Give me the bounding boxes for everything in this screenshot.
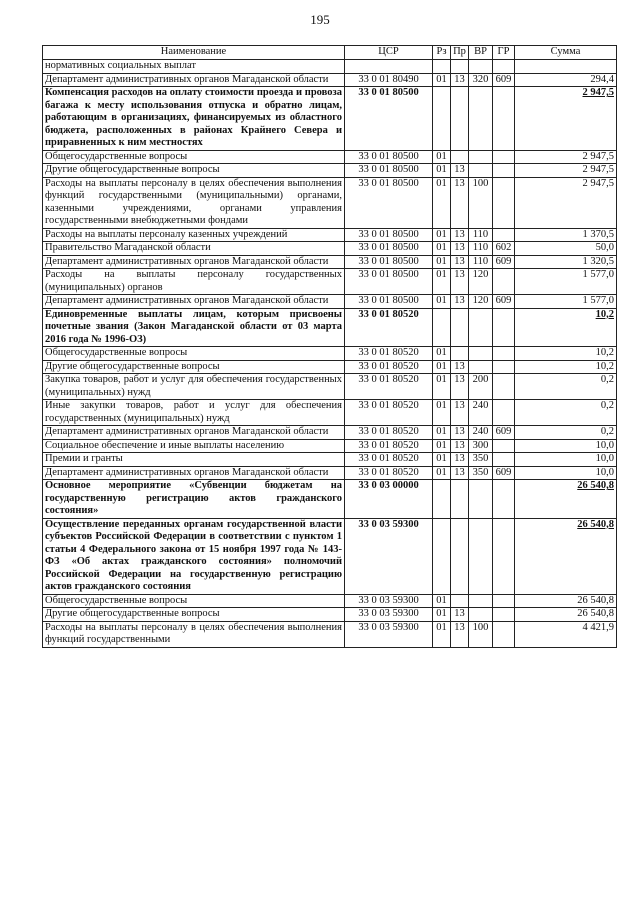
cell-vr — [469, 164, 493, 178]
cell-sum: 1 577,0 — [515, 295, 617, 309]
cell-csr: 33 0 01 80500 — [345, 150, 433, 164]
cell-vr: 120 — [469, 269, 493, 295]
table-row — [43, 295, 617, 309]
cell-csr: 33 0 01 80520 — [345, 308, 433, 347]
cell-rz — [433, 60, 451, 74]
cell-pr — [451, 60, 469, 74]
cell-gr: 609 — [493, 295, 515, 309]
cell-rz: 01 — [433, 453, 451, 467]
cell-gr — [493, 150, 515, 164]
table-row — [43, 269, 617, 295]
cell-gr — [493, 608, 515, 622]
cell-csr: 33 0 01 80500 — [345, 269, 433, 295]
cell-pr: 13 — [451, 621, 469, 647]
cell-gr — [493, 360, 515, 374]
cell-csr — [345, 60, 433, 74]
cell-sum: 26 540,8 — [515, 518, 617, 594]
cell-rz: 01 — [433, 242, 451, 256]
table-row — [43, 150, 617, 164]
cell-gr — [493, 87, 515, 151]
table-row — [43, 621, 617, 647]
cell-pr: 13 — [451, 228, 469, 242]
table-row — [43, 164, 617, 178]
cell-sum: 10,0 — [515, 453, 617, 467]
cell-gr: 609 — [493, 255, 515, 269]
cell-pr: 13 — [451, 374, 469, 400]
cell-name: Расходы на выплаты персоналу казенных учреждений — [43, 228, 345, 242]
table-row — [43, 608, 617, 622]
cell-name: Расходы на выплаты персоналу в целях обеспечения выполнения функций государственными — [43, 621, 345, 647]
cell-vr: 240 — [469, 426, 493, 440]
cell-sum: 0,2 — [515, 400, 617, 426]
cell-csr: 33 0 01 80520 — [345, 453, 433, 467]
cell-pr: 13 — [451, 177, 469, 228]
cell-gr — [493, 308, 515, 347]
cell-name: Общегосударственные вопросы — [43, 347, 345, 361]
cell-vr — [469, 518, 493, 594]
cell-sum: 26 540,8 — [515, 608, 617, 622]
cell-rz — [433, 518, 451, 594]
cell-gr: 609 — [493, 73, 515, 87]
cell-vr: 120 — [469, 295, 493, 309]
cell-name: Другие общегосударственные вопросы — [43, 164, 345, 178]
cell-name: Закупка товаров, работ и услуг для обеспечения государственных (муниципальных) нужд — [43, 374, 345, 400]
cell-vr: 100 — [469, 177, 493, 228]
cell-rz — [433, 308, 451, 347]
cell-csr: 33 0 03 59300 — [345, 608, 433, 622]
cell-rz: 01 — [433, 228, 451, 242]
cell-name: Общегосударственные вопросы — [43, 594, 345, 608]
cell-vr: 350 — [469, 453, 493, 467]
cell-rz: 01 — [433, 269, 451, 295]
cell-gr — [493, 60, 515, 74]
table-row — [43, 426, 617, 440]
cell-name: Правительство Магаданской области — [43, 242, 345, 256]
cell-name: Компенсация расходов на оплату стоимости проезда и провоза багажа к месту использования отпуска и обратно лицам, работающим в организациях, финансируемых из областного бюджета, расположенных в районах Крайнего Севера и приравненных к ним местностях — [43, 87, 345, 151]
cell-csr: 33 0 01 80500 — [345, 164, 433, 178]
cell-pr: 13 — [451, 255, 469, 269]
cell-sum: 294,4 — [515, 73, 617, 87]
cell-rz: 01 — [433, 439, 451, 453]
cell-gr — [493, 594, 515, 608]
cell-pr: 13 — [451, 164, 469, 178]
cell-vr: 320 — [469, 73, 493, 87]
cell-csr: 33 0 01 80520 — [345, 347, 433, 361]
table-row — [43, 466, 617, 480]
cell-rz: 01 — [433, 374, 451, 400]
table-body — [43, 60, 617, 648]
cell-pr — [451, 347, 469, 361]
cell-sum: 2 947,5 — [515, 164, 617, 178]
cell-name: Иные закупки товаров, работ и услуг для обеспечения государственных (муниципальных) нужд — [43, 400, 345, 426]
cell-vr: 240 — [469, 400, 493, 426]
cell-csr: 33 0 03 59300 — [345, 621, 433, 647]
header-csr: ЦСР — [345, 46, 433, 60]
header-rz: Рз — [433, 46, 451, 60]
cell-pr — [451, 87, 469, 151]
cell-gr — [493, 480, 515, 519]
cell-pr — [451, 518, 469, 594]
cell-rz: 01 — [433, 360, 451, 374]
cell-gr — [493, 518, 515, 594]
cell-gr — [493, 347, 515, 361]
cell-csr: 33 0 01 80500 — [345, 228, 433, 242]
cell-sum: 50,0 — [515, 242, 617, 256]
cell-vr: 100 — [469, 621, 493, 647]
cell-csr: 33 0 03 59300 — [345, 518, 433, 594]
cell-vr — [469, 480, 493, 519]
cell-vr — [469, 150, 493, 164]
cell-sum: 10,0 — [515, 466, 617, 480]
cell-csr: 33 0 01 80520 — [345, 374, 433, 400]
cell-name: Другие общегосударственные вопросы — [43, 360, 345, 374]
cell-sum: 10,2 — [515, 308, 617, 347]
cell-csr: 33 0 01 80500 — [345, 255, 433, 269]
header-vr: ВР — [469, 46, 493, 60]
table-row — [43, 228, 617, 242]
cell-name: Департамент административных органов Магаданской области — [43, 426, 345, 440]
cell-vr — [469, 308, 493, 347]
cell-sum: 26 540,8 — [515, 480, 617, 519]
cell-name: Премии и гранты — [43, 453, 345, 467]
table-header-row — [43, 46, 617, 60]
cell-csr: 33 0 03 00000 — [345, 480, 433, 519]
cell-pr: 13 — [451, 400, 469, 426]
table-row — [43, 73, 617, 87]
header-name: Наименование — [43, 46, 345, 60]
cell-rz: 01 — [433, 177, 451, 228]
cell-gr: 609 — [493, 426, 515, 440]
cell-name: Департамент административных органов Магаданской области — [43, 73, 345, 87]
table-row — [43, 400, 617, 426]
cell-name: Другие общегосударственные вопросы — [43, 608, 345, 622]
cell-rz: 01 — [433, 466, 451, 480]
table-row — [43, 439, 617, 453]
cell-csr: 33 0 01 80500 — [345, 295, 433, 309]
cell-gr — [493, 269, 515, 295]
cell-vr — [469, 347, 493, 361]
cell-rz: 01 — [433, 400, 451, 426]
header-gr: ГР — [493, 46, 515, 60]
cell-sum: 10,2 — [515, 360, 617, 374]
table-row — [43, 360, 617, 374]
cell-gr — [493, 439, 515, 453]
header-pr: Пр — [451, 46, 469, 60]
cell-sum — [515, 60, 617, 74]
cell-name: нормативных социальных выплат — [43, 60, 345, 74]
cell-csr: 33 0 01 80500 — [345, 242, 433, 256]
cell-name: Осуществление переданных органам государственной власти субъектов Российской Федерации в соответствии с пунктом 1 статьи 4 Федерального закона от 15 ноября 1997 года № 143-ФЗ «Об актах гражданского состояния» полномочий Российской Федерации на государственную регистрацию актов гражданского состояния — [43, 518, 345, 594]
table-row — [43, 453, 617, 467]
cell-gr — [493, 374, 515, 400]
cell-rz: 01 — [433, 255, 451, 269]
cell-csr: 33 0 01 80520 — [345, 426, 433, 440]
cell-gr: 602 — [493, 242, 515, 256]
cell-vr — [469, 608, 493, 622]
cell-pr: 13 — [451, 426, 469, 440]
cell-name: Расходы на выплаты персоналу в целях обеспечения выполнения функций государственными (муниципальными) органами, казенными учреждениями, органами управления государственными внебюджетными фондами — [43, 177, 345, 228]
table-row — [43, 60, 617, 74]
cell-vr: 300 — [469, 439, 493, 453]
cell-pr — [451, 480, 469, 519]
cell-gr — [493, 453, 515, 467]
cell-sum: 1 577,0 — [515, 269, 617, 295]
cell-gr — [493, 400, 515, 426]
table-row — [43, 347, 617, 361]
cell-sum: 26 540,8 — [515, 594, 617, 608]
table-row — [43, 177, 617, 228]
table-row — [43, 87, 617, 151]
cell-csr: 33 0 01 80520 — [345, 400, 433, 426]
table-row — [43, 518, 617, 594]
cell-rz — [433, 87, 451, 151]
cell-sum: 1 370,5 — [515, 228, 617, 242]
cell-rz: 01 — [433, 608, 451, 622]
cell-pr: 13 — [451, 466, 469, 480]
cell-name: Основное мероприятие «Субвенции бюджетам на государственную регистрацию актов гражданского состояния» — [43, 480, 345, 519]
cell-csr: 33 0 03 59300 — [345, 594, 433, 608]
cell-vr: 200 — [469, 374, 493, 400]
cell-name: Департамент административных органов Магаданской области — [43, 466, 345, 480]
cell-pr — [451, 594, 469, 608]
cell-vr — [469, 60, 493, 74]
cell-sum: 2 947,5 — [515, 87, 617, 151]
cell-name: Общегосударственные вопросы — [43, 150, 345, 164]
cell-rz: 01 — [433, 594, 451, 608]
cell-csr: 33 0 01 80520 — [345, 466, 433, 480]
cell-sum: 10,2 — [515, 347, 617, 361]
cell-gr: 609 — [493, 466, 515, 480]
cell-gr — [493, 164, 515, 178]
cell-pr: 13 — [451, 73, 469, 87]
cell-pr — [451, 308, 469, 347]
cell-pr: 13 — [451, 439, 469, 453]
cell-vr: 110 — [469, 228, 493, 242]
cell-csr: 33 0 01 80520 — [345, 439, 433, 453]
table-row — [43, 255, 617, 269]
table-row — [43, 374, 617, 400]
cell-name: Расходы на выплаты персоналу государственных (муниципальных) органов — [43, 269, 345, 295]
table-row — [43, 480, 617, 519]
cell-name: Департамент административных органов Магаданской области — [43, 295, 345, 309]
cell-csr: 33 0 01 80490 — [345, 73, 433, 87]
cell-vr: 350 — [469, 466, 493, 480]
cell-vr: 110 — [469, 242, 493, 256]
cell-name: Социальное обеспечение и иные выплаты населению — [43, 439, 345, 453]
cell-csr: 33 0 01 80500 — [345, 177, 433, 228]
table-row — [43, 242, 617, 256]
page-number: 195 — [310, 12, 330, 27]
cell-sum: 0,2 — [515, 426, 617, 440]
cell-gr — [493, 228, 515, 242]
cell-rz: 01 — [433, 73, 451, 87]
cell-csr: 33 0 01 80520 — [345, 360, 433, 374]
cell-csr: 33 0 01 80500 — [345, 87, 433, 151]
cell-pr: 13 — [451, 242, 469, 256]
cell-pr: 13 — [451, 269, 469, 295]
budget-table — [42, 45, 617, 648]
cell-rz — [433, 480, 451, 519]
cell-sum: 2 947,5 — [515, 150, 617, 164]
cell-name: Единовременные выплаты лицам, которым присвоены почетные звания (Закон Магаданской области от 03 марта 2016 года № 1996-ОЗ) — [43, 308, 345, 347]
cell-sum: 1 320,5 — [515, 255, 617, 269]
cell-name: Департамент административных органов Магаданской области — [43, 255, 345, 269]
cell-pr — [451, 150, 469, 164]
cell-sum: 2 947,5 — [515, 177, 617, 228]
cell-vr — [469, 360, 493, 374]
cell-pr: 13 — [451, 608, 469, 622]
cell-sum: 0,2 — [515, 374, 617, 400]
cell-pr: 13 — [451, 453, 469, 467]
cell-rz: 01 — [433, 426, 451, 440]
header-sum: Сумма — [515, 46, 617, 60]
cell-rz: 01 — [433, 150, 451, 164]
cell-pr: 13 — [451, 295, 469, 309]
cell-gr — [493, 177, 515, 228]
cell-vr: 110 — [469, 255, 493, 269]
table-row — [43, 308, 617, 347]
cell-rz: 01 — [433, 621, 451, 647]
cell-vr — [469, 594, 493, 608]
cell-sum: 4 421,9 — [515, 621, 617, 647]
cell-rz: 01 — [433, 347, 451, 361]
cell-vr — [469, 87, 493, 151]
table-row — [43, 594, 617, 608]
cell-pr: 13 — [451, 360, 469, 374]
cell-sum: 10,0 — [515, 439, 617, 453]
cell-rz: 01 — [433, 164, 451, 178]
cell-gr — [493, 621, 515, 647]
cell-rz: 01 — [433, 295, 451, 309]
